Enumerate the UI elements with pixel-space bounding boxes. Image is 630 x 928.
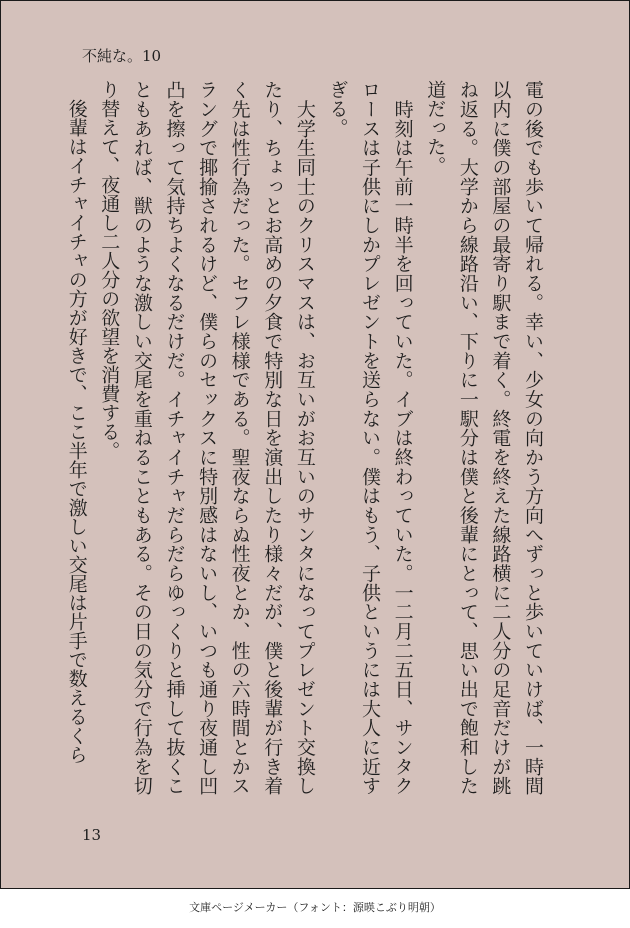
page-number: 13 (82, 826, 102, 844)
paragraph: 大学生同士のクリスマスは、お互いがお互いのサンタになってプレゼント交換したり、ちょっとお高めの夕食で特別な日を演出したり様々だが、僕と後輩が行き着く先は性行為だった。セフレ様様である。聖夜ならぬ性夜とか、性の六時間とかスラングで揶揄されるけど、僕らのセックスに特別感はないし、いつも通り夜通し凹凸を擦って気持ちよくなるだけだ。イチャイチャだらだらゆっくりと挿して抜くこともあれば、獣のような激しい交尾を重ねることもある。その日の気分で行為を切り替えて、夜通し二人分の欲望を消費する。 (98, 80, 316, 795)
paragraph: 後輩はイチャイチャの方が好きで、ここ半年で激しい交尾は片手で数えるくら (65, 80, 88, 764)
paragraph: 電の後でも歩いて帰れる。幸い、少女の向かう方向へずっと歩いていけば、一時間以内に僕の部屋の最寄り駅まで着く。終電を終えた線路横に二人分の足音だけが跳ね返る。大学から線路沿い、下りに一駅分は僕と後輩にとって、思い出で飽和した道だった。 (424, 80, 544, 795)
body-text (65, 80, 549, 795)
paragraph: 時刻は午前一時半を回っていた。イブは終わっていた。一二月二五日、サンタクロースは子供にしかプレゼントを送らない。僕はもう、子供というには大人に近すぎる。 (326, 80, 414, 795)
footer-credit: 文庫ページメーカー（フォント：源暎こぶり明朝） (189, 901, 441, 914)
running-header: 不純な。10 (82, 47, 162, 65)
text-block (65, 80, 549, 795)
